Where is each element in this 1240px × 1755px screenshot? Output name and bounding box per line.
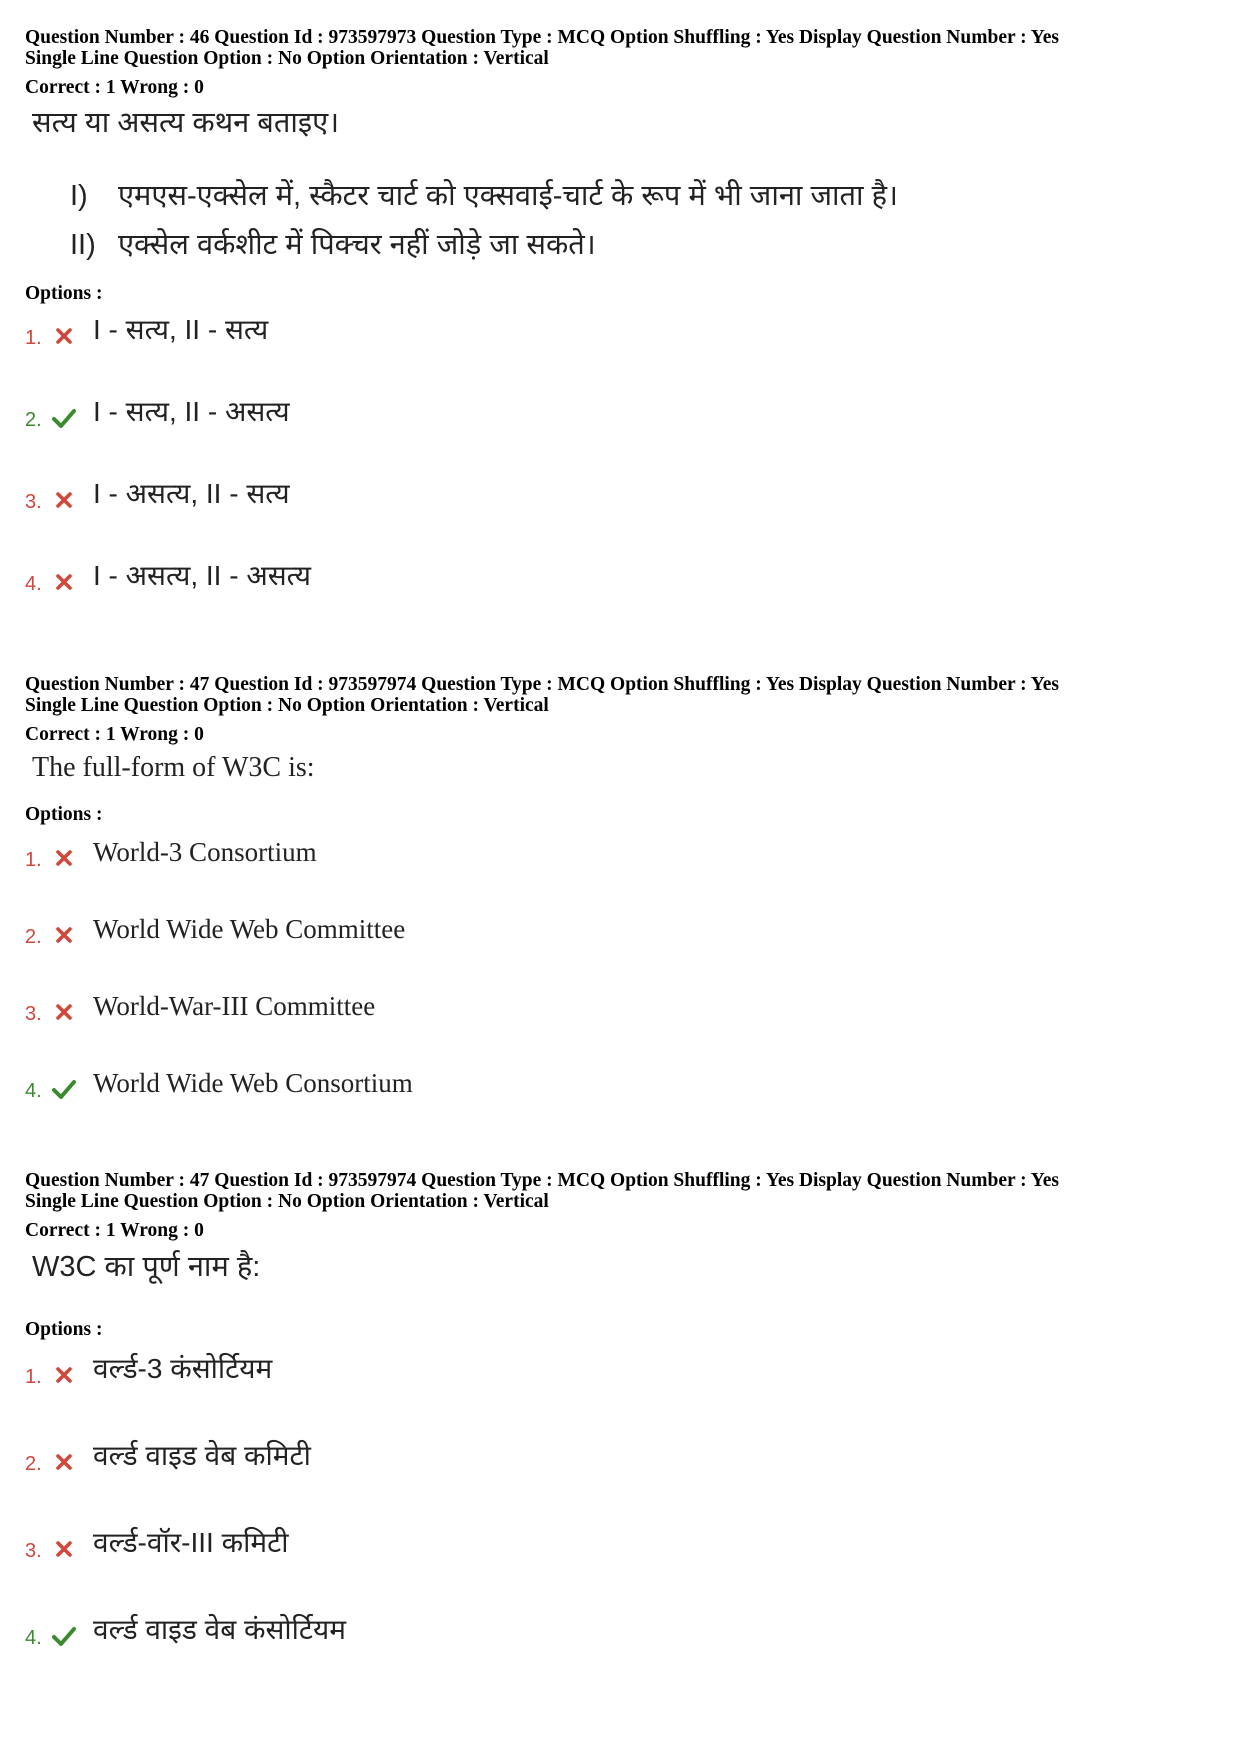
option-number: 4. [25, 1627, 42, 1649]
statement [70, 227, 596, 263]
option-row[interactable] [0, 1613, 1240, 1653]
option-number: 4. [25, 1080, 42, 1102]
option-text: वर्ल्ड-3 कंसोर्टियम [93, 1353, 273, 1384]
question-block [0, 0, 1240, 595]
option-text: World-War-III Committee [93, 991, 376, 1021]
cross-icon [51, 999, 77, 1025]
option-row[interactable] [0, 477, 1240, 517]
options-label: Options : [25, 1319, 103, 1340]
cross-icon [51, 922, 77, 948]
cross-icon [51, 487, 77, 513]
cross-icon [51, 569, 77, 595]
statement [70, 178, 898, 214]
option-text: World Wide Web Consortium [93, 1068, 413, 1098]
question-options-meta: Single Line Question Option : No Option Orientation : Vertical [25, 48, 549, 69]
option-number: 3. [25, 491, 42, 513]
question-marks: Correct : 1 Wrong : 0 [25, 77, 204, 98]
option-text: I - सत्य, II - सत्य [93, 314, 269, 345]
option-row[interactable] [0, 989, 1240, 1029]
option-number: 2. [25, 1453, 42, 1475]
option-number: 2. [25, 926, 42, 948]
option-number: 3. [25, 1540, 42, 1562]
cross-icon [51, 845, 77, 871]
option-text: I - असत्य, II - असत्य [93, 560, 312, 591]
option-row[interactable] [0, 313, 1240, 353]
question-text: सत्य या असत्य कथन बताइए। [32, 107, 340, 139]
cross-icon [51, 1362, 77, 1388]
option-row[interactable] [0, 559, 1240, 599]
option-number: 2. [25, 409, 42, 431]
question-options-meta: Single Line Question Option : No Option Orientation : Vertical [25, 1191, 549, 1212]
options-label: Options : [25, 283, 103, 304]
option-text: World Wide Web Committee [93, 914, 406, 944]
question-block [0, 1143, 1240, 1649]
option-number: 3. [25, 1003, 42, 1025]
option-number: 1. [25, 849, 42, 871]
question-meta: Question Number : 47 Question Id : 973597974 Question Type : MCQ Option Shuffling : Yes Display Question Number : Yes [25, 1170, 1059, 1191]
options-label: Options : [25, 804, 103, 825]
option-text: वर्ल्ड वाइड वेब कमिटी [93, 1440, 311, 1471]
statement-number: I) [70, 180, 88, 212]
check-icon [51, 1623, 77, 1649]
option-text: वर्ल्ड-वॉर-III कमिटी [93, 1527, 289, 1558]
question-marks: Correct : 1 Wrong : 0 [25, 1220, 204, 1241]
option-text: I - असत्य, II - सत्य [93, 478, 290, 509]
cross-icon [51, 1536, 77, 1562]
option-text: वर्ल्ड वाइड वेब कंसोर्टियम [93, 1614, 347, 1645]
cross-icon [51, 1449, 77, 1475]
option-row[interactable] [0, 1066, 1240, 1106]
question-block [0, 647, 1240, 1117]
question-marks: Correct : 1 Wrong : 0 [25, 724, 204, 745]
option-text: I - सत्य, II - असत्य [93, 396, 290, 427]
question-options-meta: Single Line Question Option : No Option Orientation : Vertical [25, 695, 549, 716]
check-icon [51, 405, 77, 431]
cross-icon [51, 323, 77, 349]
option-number: 4. [25, 573, 42, 595]
option-row[interactable] [0, 1526, 1240, 1566]
question-meta: Question Number : 46 Question Id : 973597973 Question Type : MCQ Option Shuffling : Yes Display Question Number : Yes [25, 27, 1059, 48]
option-row[interactable] [0, 835, 1240, 875]
option-row[interactable] [0, 912, 1240, 952]
statement-text: एक्सेल वर्कशीट में पिक्चर नहीं जोड़े जा सकते। [118, 229, 596, 261]
question-meta: Question Number : 47 Question Id : 973597974 Question Type : MCQ Option Shuffling : Yes Display Question Number : Yes [25, 674, 1059, 695]
statement-text: एमएस-एक्सेल में, स्कैटर चार्ट को एक्सवाई-चार्ट के रूप में भी जाना जाता है। [118, 180, 899, 212]
check-icon [51, 1076, 77, 1102]
option-number: 1. [25, 1366, 42, 1388]
option-row[interactable] [0, 1352, 1240, 1392]
option-row[interactable] [0, 1439, 1240, 1479]
question-text: The full-form of W3C is: [32, 752, 315, 783]
option-text: World-3 Consortium [93, 837, 317, 867]
option-row[interactable] [0, 395, 1240, 435]
option-number: 1. [25, 327, 42, 349]
question-text: W3C का पूर्ण नाम है: [32, 1251, 261, 1283]
statement-number: II) [70, 229, 96, 261]
